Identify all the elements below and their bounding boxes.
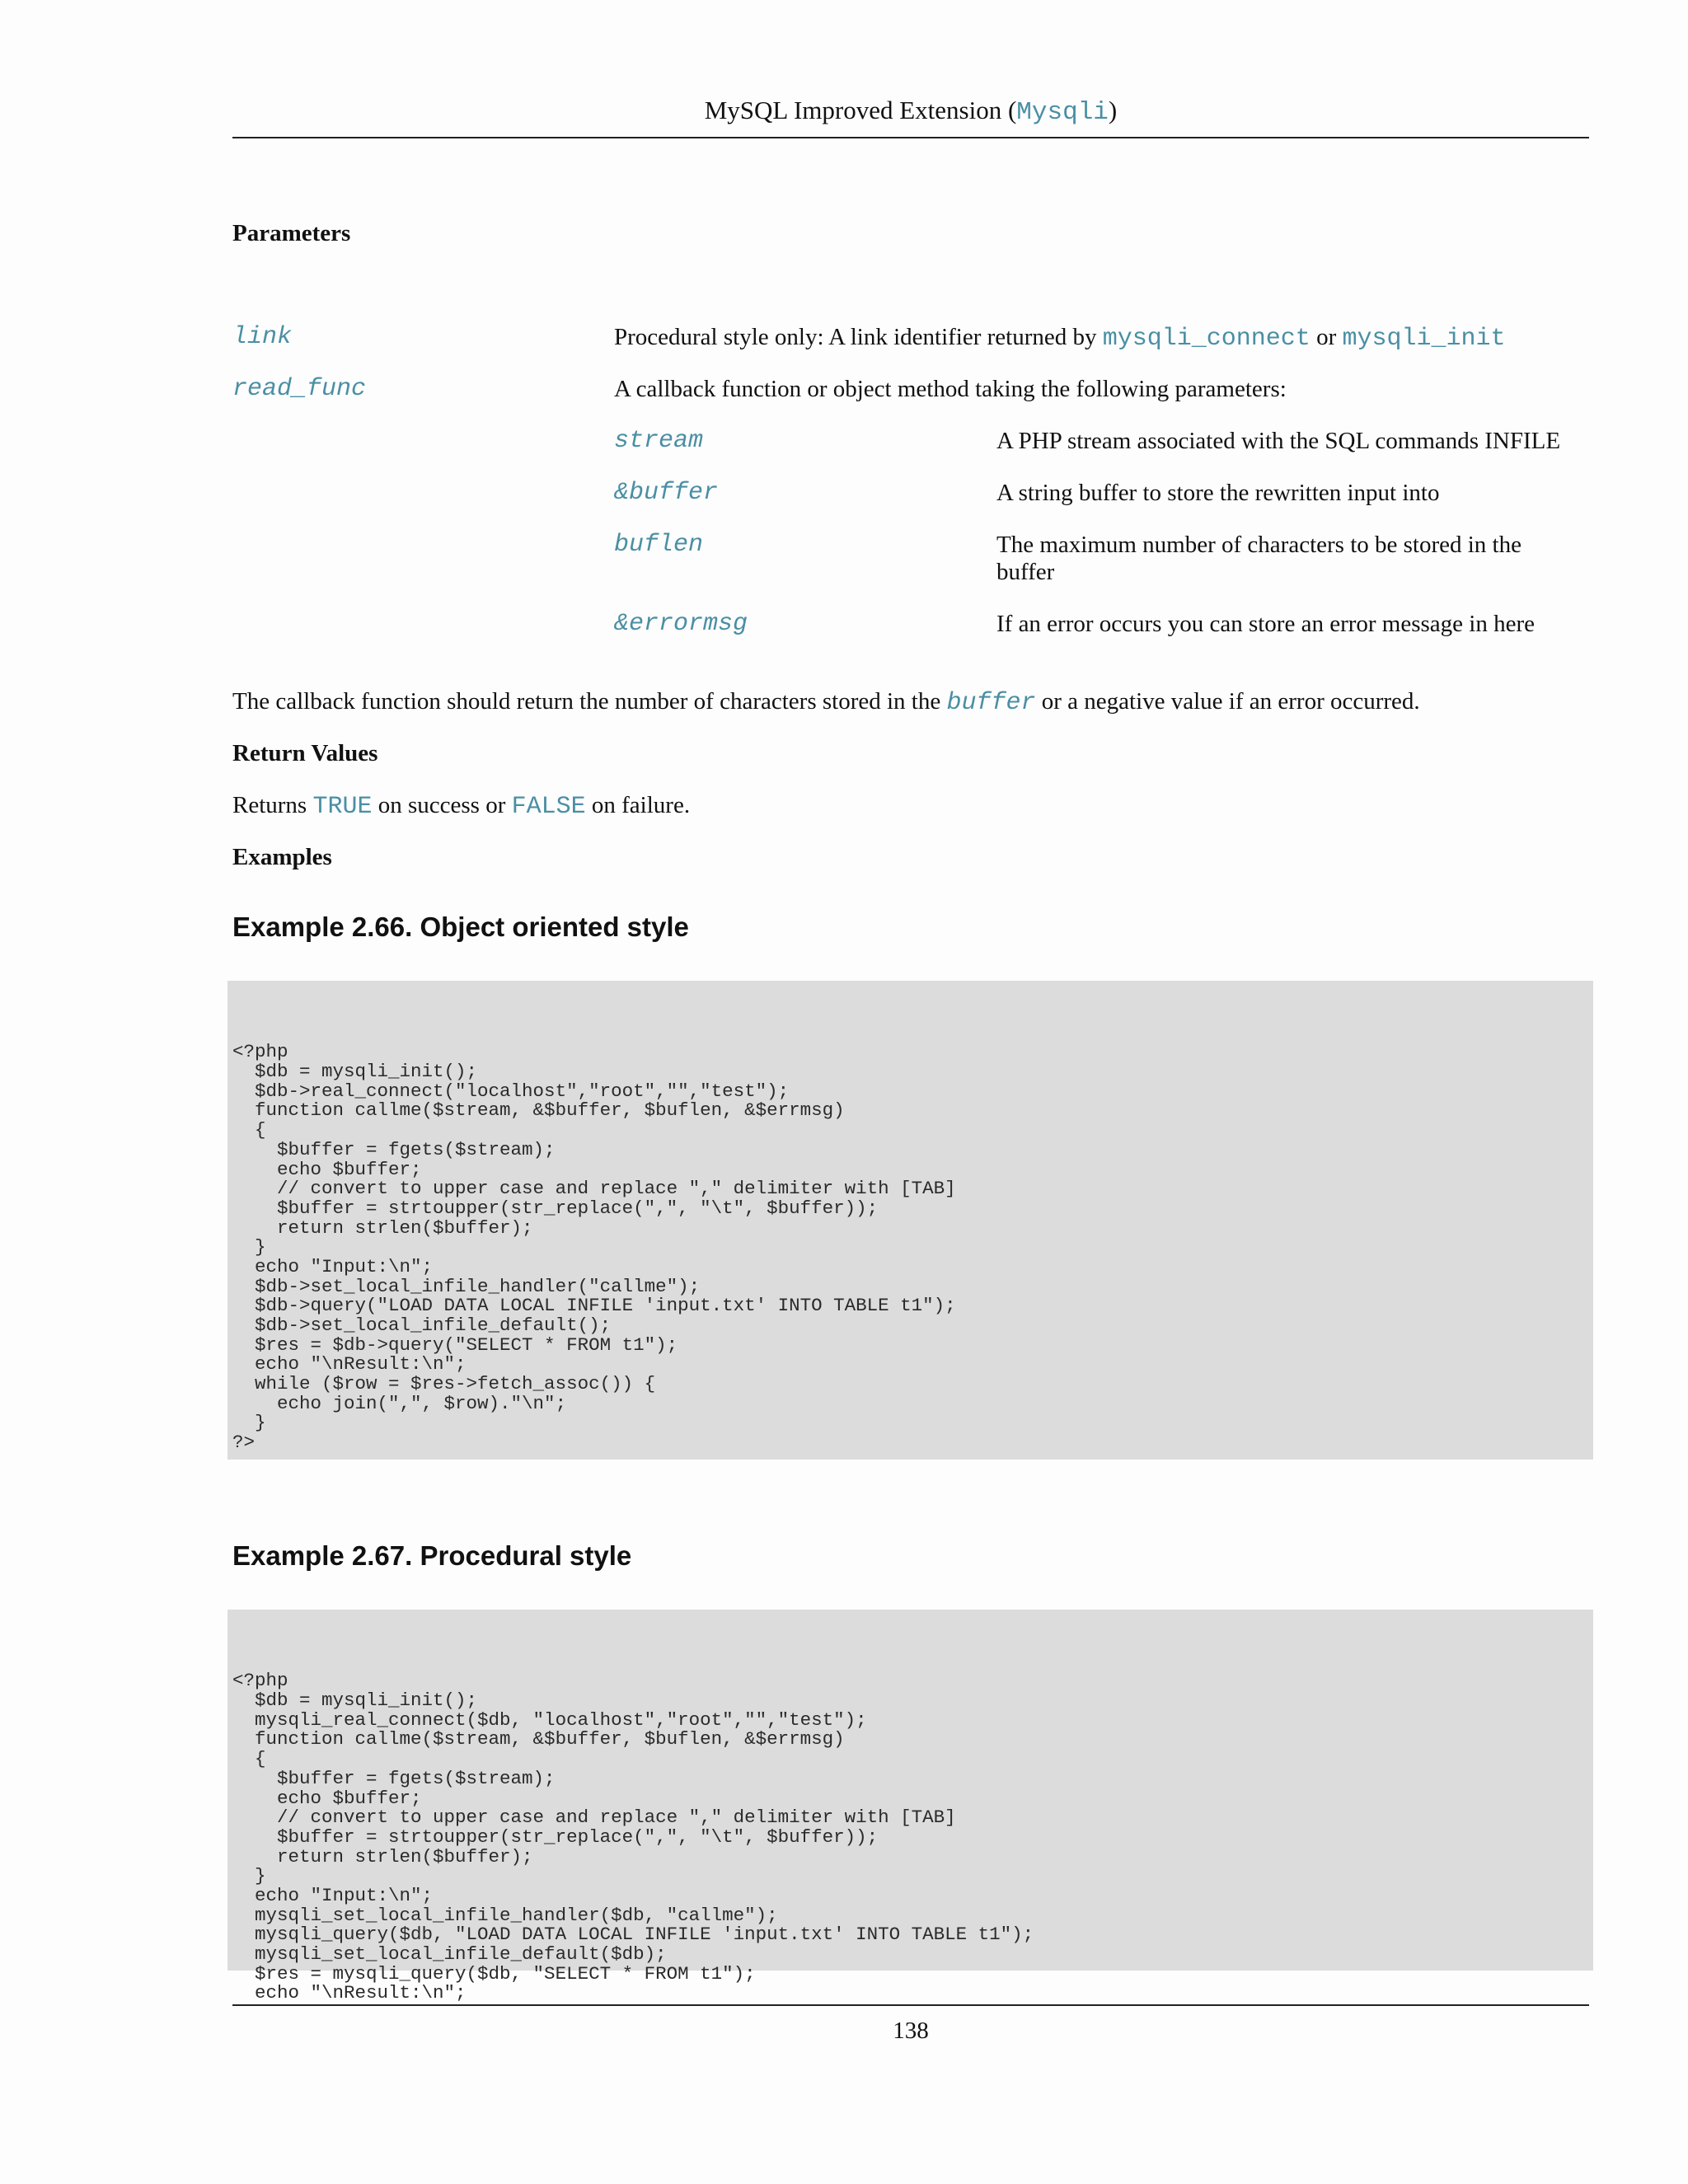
code-line: } xyxy=(232,1412,266,1434)
code-line: { xyxy=(232,1119,266,1141)
code-line: function callme($stream, &$buffer, $buflen, &$errmsg) xyxy=(232,1728,845,1750)
subparam-buflen-name: buflen xyxy=(614,531,704,559)
example-2-code-block xyxy=(227,1610,1593,2004)
code-line: $res = mysqli_query($db, "SELECT * FROM t1"); xyxy=(232,1962,756,1985)
example-1-code-lines xyxy=(232,1043,1593,1452)
code-line: $buffer = strtoupper(str_replace(",", "\t", $buffer)); xyxy=(232,1825,879,1848)
subparam-buflen-desc-line1: The maximum number of characters to be stored in the xyxy=(996,532,1522,558)
page-header xyxy=(232,92,1589,131)
mysqli-init-link[interactable]: mysqli_init xyxy=(1342,325,1506,353)
callback-note-prefix: The callback function should return the number of characters stored in the xyxy=(232,688,947,715)
header-title-prefix: MySQL Improved Extension ( xyxy=(704,96,1017,124)
mysqli-connect-link[interactable]: mysqli_connect xyxy=(1102,325,1311,353)
code-line: { xyxy=(232,1748,266,1770)
code-line: ?> xyxy=(232,1432,256,1454)
param-link-name: link xyxy=(232,323,293,351)
code-line: return strlen($buffer); xyxy=(232,1845,533,1868)
code-line: mysqli_set_local_infile_handler($db, "callme"); xyxy=(232,1904,778,1926)
code-line: $db = mysqli_init(); xyxy=(232,1061,478,1083)
examples-heading: Examples xyxy=(232,844,332,870)
true-constant: TRUE xyxy=(312,793,373,821)
param-link-desc-mid: or xyxy=(1310,324,1343,350)
code-line: $db->query("LOAD DATA LOCAL INFILE 'input.txt' INTO TABLE t1"); xyxy=(232,1295,956,1317)
code-line: mysqli_query($db, "LOAD DATA LOCAL INFILE 'input.txt' INTO TABLE t1"); xyxy=(232,1924,1034,1946)
footer-rule xyxy=(232,2004,1589,2006)
code-line: $db = mysqli_init(); xyxy=(232,1690,478,1712)
param-read-func-name: read_func xyxy=(232,375,367,403)
subparam-buflen-desc-line2: buffer xyxy=(996,559,1055,585)
code-line: echo "Input:\n"; xyxy=(232,1884,434,1906)
param-read-func-desc: A callback function or object method taking the following parameters: xyxy=(614,376,1287,402)
subparam-stream-desc: A PHP stream associated with the SQL commands INFILE xyxy=(996,428,1561,454)
example-2-code-lines xyxy=(232,1671,1593,2004)
false-constant: FALSE xyxy=(511,793,586,821)
code-line: return strlen($buffer); xyxy=(232,1216,533,1239)
param-link-desc xyxy=(614,323,1506,353)
code-line: $db->set_local_infile_handler("callme"); xyxy=(232,1275,701,1297)
code-line: $buffer = fgets($stream); xyxy=(232,1767,556,1789)
callback-note-code: buffer xyxy=(946,689,1036,717)
return-mid: on success or xyxy=(372,792,512,818)
subparam-errormsg-name: &errormsg xyxy=(614,610,748,638)
subparam-stream-name: stream xyxy=(614,427,704,455)
code-line: mysqli_real_connect($db, "localhost","root","","test"); xyxy=(232,1708,867,1731)
subparam-buffer-name: &buffer xyxy=(614,479,719,507)
return-prefix: Returns xyxy=(232,792,313,818)
code-line: // convert to upper case and replace "," delimiter with [TAB] xyxy=(232,1178,956,1200)
callback-note-suffix: or a negative value if an error occurred. xyxy=(1035,688,1420,715)
code-line: mysqli_set_local_infile_default($db); xyxy=(232,1943,667,1966)
code-line: function callme($stream, &$buffer, $buflen, &$errmsg) xyxy=(232,1099,845,1122)
code-line: // convert to upper case and replace "," delimiter with [TAB] xyxy=(232,1807,956,1829)
return-values-heading: Return Values xyxy=(232,740,378,766)
code-line: echo $buffer; xyxy=(232,1787,422,1809)
code-line: <?php xyxy=(232,1670,288,1692)
param-link-desc-prefix: Procedural style only: A link identifier returned by xyxy=(614,324,1103,350)
header-rule xyxy=(232,137,1589,138)
code-line: } xyxy=(232,1865,266,1887)
code-line: echo $buffer; xyxy=(232,1158,422,1180)
callback-note xyxy=(232,687,1420,717)
code-line: echo "\nResult:\n"; xyxy=(232,1982,467,2004)
return-values-text xyxy=(232,791,690,821)
code-line: echo join(",", $row)."\n"; xyxy=(232,1392,567,1414)
example-2-title: Example 2.67. Procedural style xyxy=(232,1540,632,1571)
return-suffix: on failure. xyxy=(585,792,691,818)
code-line: } xyxy=(232,1236,266,1258)
code-line: echo "\nResult:\n"; xyxy=(232,1353,467,1376)
code-line: echo "Input:\n"; xyxy=(232,1255,434,1277)
code-line: $db->set_local_infile_default(); xyxy=(232,1315,612,1337)
subparam-buffer-desc: A string buffer to store the rewritten input into xyxy=(996,480,1440,506)
code-line: $db->real_connect("localhost","root","","test"); xyxy=(232,1080,790,1102)
header-title-code: Mysqli xyxy=(1016,98,1109,127)
code-line: while ($row = $res->fetch_assoc()) { xyxy=(232,1373,656,1395)
code-line: <?php xyxy=(232,1041,288,1063)
example-1-title: Example 2.66. Object oriented style xyxy=(232,912,689,942)
page-number: 138 xyxy=(893,2018,929,2044)
code-line: $buffer = strtoupper(str_replace(",", "\t", $buffer)); xyxy=(232,1197,879,1219)
code-line: $res = $db->query("SELECT * FROM t1"); xyxy=(232,1333,678,1356)
subparam-errormsg-desc: If an error occurs you can store an error message in here xyxy=(996,611,1535,637)
parameters-heading: Parameters xyxy=(232,220,351,246)
header-title-suffix: ) xyxy=(1108,96,1118,124)
example-1-code-block xyxy=(227,981,1593,1460)
code-line: $buffer = fgets($stream); xyxy=(232,1138,556,1160)
